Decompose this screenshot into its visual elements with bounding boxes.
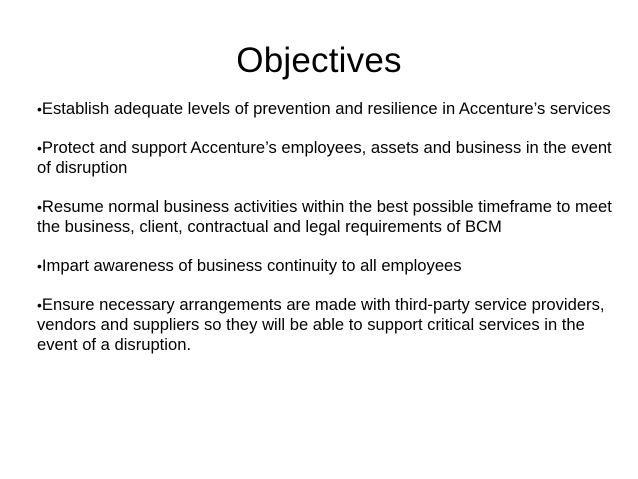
bullet-icon: • xyxy=(37,199,42,215)
bullet-icon: • xyxy=(37,101,42,117)
objectives-list xyxy=(37,99,622,374)
bullet-text: Protect and support Accenture’s employees, assets and business in the event of disruption xyxy=(37,138,612,177)
bullet-item xyxy=(37,197,622,237)
bullet-text: Establish adequate levels of prevention and resilience in Accenture’s services xyxy=(41,99,611,118)
bullet-icon: • xyxy=(37,140,42,156)
bullet-item xyxy=(37,295,622,355)
bullet-text: Ensure necessary arrangements are made with third-party service providers, vendors and suppliers so they will be able to support critical services in the event of a disruption. xyxy=(37,295,605,354)
bullet-item xyxy=(37,99,622,119)
bullet-icon: • xyxy=(37,297,42,313)
slide-title: Objectives xyxy=(236,41,402,80)
bullet-icon: • xyxy=(37,258,42,274)
bullet-text: Impart awareness of business continuity to all employees xyxy=(41,256,462,275)
bullet-text: Resume normal business activities within the best possible timeframe to meet the business, client, contractual and legal requirements of BCM xyxy=(37,197,612,236)
bullet-item xyxy=(37,138,622,178)
bullet-item xyxy=(37,256,622,276)
